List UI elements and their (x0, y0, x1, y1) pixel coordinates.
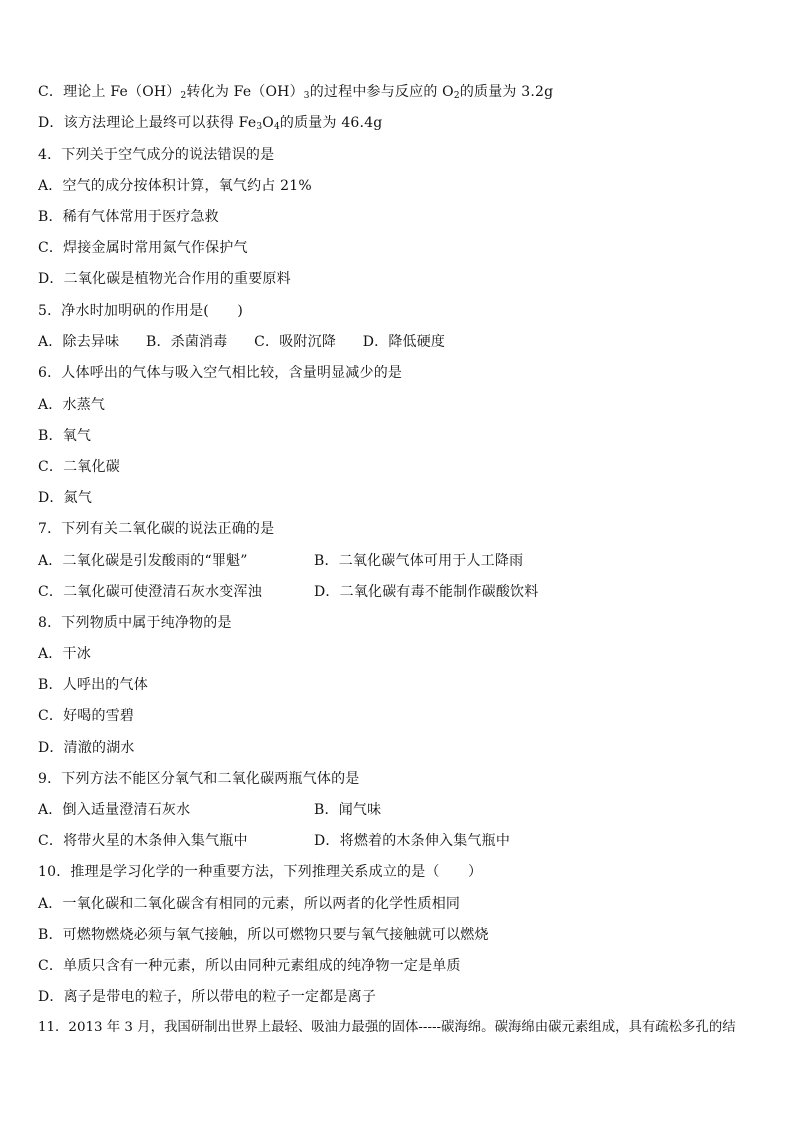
q7-option-b: B．二氧化碳气体可用于人工降雨 (314, 553, 524, 569)
q10-option-d: D．离子是带电的粒子，所以带电的粒子一定都是离子 (38, 989, 377, 1005)
q10-stem: 10．推理是学习化学的一种重要方法，下列推理关系成立的是（ ） (38, 864, 483, 880)
q5-option-c: C．吸附沉降 (254, 334, 337, 350)
q9-stem: 9．下列方法不能区分氧气和二氧化碳两瓶气体的是 (38, 771, 360, 787)
q7-option-a: A．二氧化碳是引发酸雨的“罪魁” (38, 553, 248, 569)
q5-options (38, 333, 467, 351)
q4-stem: 4．下列关于空气成分的说法错误的是 (38, 147, 275, 163)
q10-option-a: A．一氧化碳和二氧化碳含有相同的元素，所以两者的化学性质相同 (38, 896, 461, 912)
q8-stem: 8．下列物质中属于纯净物的是 (38, 615, 232, 631)
q9-option-b: B．闻气味 (314, 802, 382, 818)
q9-options-row1 (38, 801, 382, 819)
q8-option-b: B．人呼出的气体 (38, 677, 148, 693)
q9-option-c: C．将带火星的木条伸入集气瓶中 (38, 833, 248, 849)
q5-option-a: A．除去异味 (38, 334, 120, 350)
q3-option-c: C．理论上 $Fe(OH)_2$转化为 $Fe(OH)_3$的过程中参与反应的 $O_2$的质量为 3.2g (38, 84, 554, 101)
q4-option-d: D．二氧化碳是植物光合作用的重要原料 (38, 271, 291, 287)
q6-option-b: B．氧气 (38, 428, 92, 444)
q7-option-c: C．二氧化碳可使澄清石灰水变浑浊 (38, 584, 262, 600)
q7-stem: 7．下列有关二氧化碳的说法正确的是 (38, 521, 275, 537)
q4-option-c: C．焊接金属时常用氮气作保护气 (38, 240, 248, 256)
q4-option-b: B．稀有气体常用于医疗急救 (38, 209, 219, 225)
q9-option-a: A．倒入适量澄清石灰水 (38, 802, 191, 818)
q8-option-c: C．好喝的雪碧 (38, 708, 135, 724)
q6-option-d: D．氮气 (38, 490, 93, 506)
q6-option-a: A．水蒸气 (38, 397, 106, 413)
q6-option-c: C．二氧化碳 (38, 459, 120, 475)
q5-option-b: B．杀菌消毒 (145, 334, 228, 350)
q7-options-row1 (38, 552, 524, 570)
q5-option-d: D．降低硬度 (362, 334, 446, 350)
q10-option-b: B．可燃物燃烧必须与氧气接触，所以可燃物只要与氧气接触就可以燃烧 (38, 927, 489, 943)
q9-options-row2 (38, 832, 511, 850)
q8-option-a: A．干冰 (38, 646, 91, 662)
q10-option-c: C．单质只含有一种元素，所以由同种元素组成的纯净物一定是单质 (38, 958, 461, 974)
q5-stem: 5．净水时加明矾的作用是( ) (38, 303, 244, 319)
q4-option-a: A．空气的成分按体积计算，氧气约占 21% (38, 178, 312, 194)
q6-stem: 6．人体呼出的气体与吸入空气相比较，含量明显减少的是 (38, 365, 403, 381)
q7-options-row2 (38, 583, 539, 601)
q9-option-d: D．将燃着的木条伸入集气瓶中 (314, 833, 511, 849)
q8-option-d: D．清澈的湖水 (38, 740, 135, 756)
q11-stem: 11．2013 年 3 月，我国研制出世界上最轻、吸油力最强的固体-----碳海绵。碳海绵由碳元素组成，具有疏松多孔的结 (38, 1020, 736, 1035)
q7-option-d: D．二氧化碳有毒不能制作碳酸饮料 (314, 584, 539, 600)
q3-option-d: D．该方法理论上最终可以获得 $Fe_3O_4$的质量为 46.4g (38, 115, 383, 132)
